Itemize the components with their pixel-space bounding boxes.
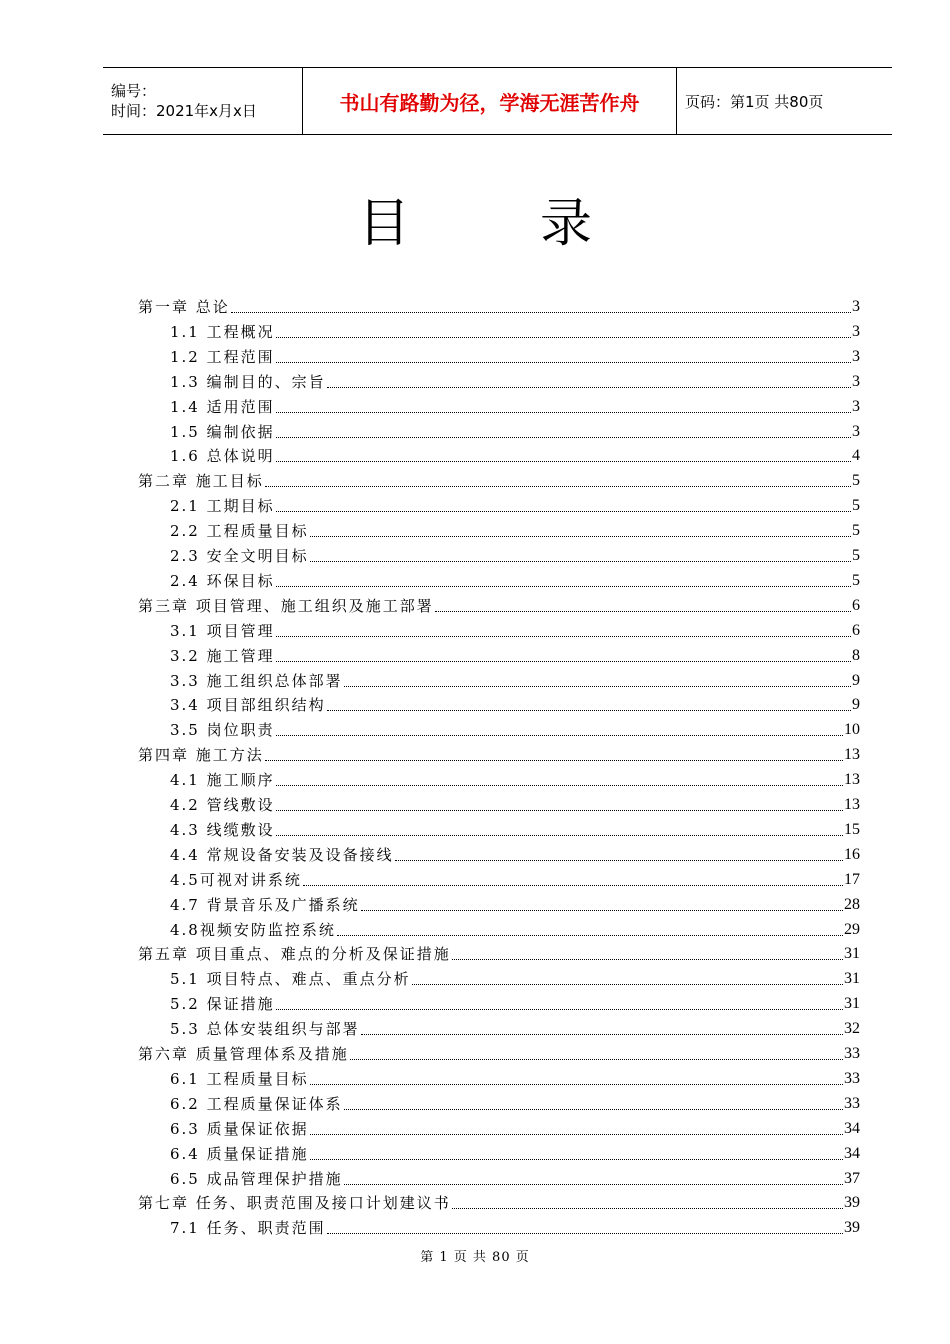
toc-entry-label: 1.4 适用范围	[170, 397, 275, 416]
toc-entry-label: 4.8视频安防监控系统	[170, 920, 336, 939]
toc-entry-label: 4.2 管线敷设	[170, 796, 275, 814]
toc-section-entry[interactable]	[170, 441, 860, 466]
toc-leader-dots	[344, 685, 851, 687]
date-text: 时间：2021年x月x日	[111, 102, 257, 120]
toc-leader-dots	[310, 1158, 843, 1160]
toc-section-entry[interactable]	[170, 964, 860, 989]
toc-entry-page: 39	[844, 1194, 860, 1212]
toc-entry-page: 13	[844, 746, 860, 764]
toc-entry-page: 29	[844, 920, 860, 938]
toc-entry-label: 3.5 岗位职责	[170, 721, 275, 740]
toc-entry-page: 3	[852, 298, 860, 315]
toc-entry-page: 34	[844, 1119, 860, 1137]
toc-entry-page: 28	[844, 895, 860, 913]
toc-leader-dots	[350, 1058, 843, 1060]
toc-section-entry[interactable]	[170, 516, 860, 541]
toc-section-entry[interactable]	[170, 342, 860, 367]
toc-entry-page: 16	[844, 845, 860, 863]
toc-chapter-entry[interactable]	[138, 740, 860, 765]
toc-entry-page: 10	[844, 721, 860, 739]
toc-entry-label: 6.2 工程质量保证体系	[170, 1094, 343, 1113]
toc-leader-dots	[344, 1108, 843, 1110]
toc-leader-dots	[276, 1008, 843, 1010]
toc-entry-page: 34	[844, 1144, 860, 1162]
toc-entry-page: 15	[844, 820, 860, 838]
toc-entry-page: 5	[852, 472, 860, 490]
toc-section-entry[interactable]	[170, 915, 860, 940]
toc-entry-label: 4.3 线缆敷设	[170, 820, 275, 839]
toc-entry-label: 1.6 总体说明	[170, 447, 275, 466]
toc-entry-page: 5	[852, 497, 860, 515]
header-meta	[103, 68, 303, 134]
toc-entry-page: 5	[852, 522, 860, 540]
toc-section-entry[interactable]	[170, 616, 860, 641]
toc-section-entry[interactable]	[170, 1014, 860, 1039]
toc-leader-dots	[276, 411, 851, 413]
toc-entry-page: 13	[844, 796, 860, 813]
toc-entry-label: 2.3 安全文明目标	[170, 547, 309, 565]
header-page-info: 页码：第1页 共80页	[685, 92, 824, 111]
toc-section-entry[interactable]	[170, 989, 860, 1014]
serial-label: 编号：	[111, 82, 157, 100]
toc-leader-dots	[435, 610, 851, 612]
toc-leader-dots	[276, 834, 843, 836]
toc-entry-page: 39	[844, 1219, 860, 1237]
header-motto: 书山有路勤为径，学海无涯苦作舟	[303, 68, 677, 134]
toc-leader-dots	[327, 386, 851, 388]
toc-leader-dots	[276, 734, 843, 736]
toc-entry-page: 8	[852, 646, 860, 664]
toc-section-entry[interactable]	[170, 666, 860, 691]
toc-entry-label: 3.2 施工管理	[170, 646, 275, 665]
toc-entry-label: 3.4 项目部组织结构	[170, 696, 326, 715]
toc-chapter-entry[interactable]	[138, 466, 860, 491]
toc-entry-page: 33	[844, 1069, 860, 1087]
toc-leader-dots	[276, 361, 851, 363]
toc-entry-label: 7.1 任务、职责范围	[170, 1219, 326, 1238]
toc-entry-label: 1.5 编制依据	[170, 422, 275, 441]
toc-entry-page: 9	[852, 696, 860, 714]
toc-entry-label: 1.2 工程范围	[170, 347, 275, 366]
toc-entry-label: 2.2 工程质量目标	[170, 522, 309, 541]
toc-entry-label: 第五章 项目重点、难点的分析及保证措施	[138, 945, 451, 964]
toc-leader-dots	[276, 809, 843, 811]
toc-section-entry[interactable]	[170, 367, 860, 392]
toc-chapter-entry[interactable]	[138, 1039, 860, 1064]
toc-section-entry[interactable]	[170, 392, 860, 417]
toc-leader-dots	[310, 1133, 843, 1135]
toc-entry-page: 5	[852, 547, 860, 564]
toc-chapter-entry[interactable]	[138, 591, 860, 616]
toc-entry-page: 3	[852, 422, 860, 440]
toc-leader-dots	[265, 759, 843, 761]
toc-section-entry[interactable]	[170, 641, 860, 666]
toc-entry-label: 4.4 常规设备安装及设备接线	[170, 845, 394, 864]
toc-leader-dots	[452, 1207, 843, 1209]
toc-entry-page: 32	[844, 1020, 860, 1038]
toc-leader-dots	[337, 934, 843, 936]
toc-entry-page: 37	[844, 1169, 860, 1187]
toc-chapter-entry[interactable]	[138, 1188, 860, 1213]
toc-leader-dots	[412, 983, 843, 985]
toc-section-entry[interactable]	[170, 317, 860, 342]
toc-leader-dots	[327, 709, 851, 711]
toc-section-entry[interactable]	[170, 890, 860, 915]
toc-section-entry[interactable]	[170, 1213, 860, 1238]
toc-leader-dots	[231, 311, 851, 313]
toc-section-entry[interactable]	[170, 1139, 860, 1164]
toc-entry-page: 9	[852, 671, 860, 689]
toc-chapter-entry[interactable]	[138, 939, 860, 964]
toc-leader-dots	[265, 485, 851, 487]
toc-leader-dots	[310, 560, 851, 562]
toc-entry-page: 33	[844, 1045, 860, 1062]
toc-entry-page: 17	[844, 870, 860, 888]
toc-entry-label: 5.1 项目特点、难点、重点分析	[170, 970, 411, 989]
toc-section-entry[interactable]	[170, 566, 860, 591]
toc-section-entry[interactable]	[170, 1114, 860, 1139]
toc-entry-page: 31	[844, 970, 860, 988]
toc-entry-label: 6.4 质量保证措施	[170, 1144, 309, 1163]
toc-leader-dots	[303, 884, 843, 886]
toc-section-entry[interactable]	[170, 690, 860, 715]
toc-section-entry[interactable]	[170, 840, 860, 865]
toc-leader-dots	[276, 585, 851, 587]
toc-leader-dots	[276, 635, 851, 637]
toc-leader-dots	[276, 510, 851, 512]
toc-section-entry[interactable]	[170, 1164, 860, 1189]
toc-entry-label: 第一章 总论	[138, 298, 230, 316]
toc-entry-label: 5.2 保证措施	[170, 995, 275, 1014]
toc-chapter-entry[interactable]	[138, 292, 860, 317]
toc-leader-dots	[344, 1183, 843, 1185]
toc-leader-dots	[276, 436, 851, 438]
toc-entry-label: 4.1 施工顺序	[170, 771, 275, 790]
page-header	[103, 67, 892, 135]
toc-entry-page: 3	[852, 322, 860, 340]
toc-leader-dots	[310, 535, 851, 537]
page-footer: 第 1 页 共 80 页	[420, 1250, 530, 1265]
toc-entry-label: 5.3 总体安装组织与部署	[170, 1020, 360, 1039]
toc-entry-label: 1.3 编制目的、宗旨	[170, 372, 326, 391]
toc-entry-page: 31	[844, 945, 860, 963]
toc-leader-dots	[395, 859, 843, 861]
toc-leader-dots	[361, 1033, 843, 1035]
toc-entry-label: 第三章 项目管理、施工组织及施工部署	[138, 596, 434, 615]
toc-entry-page: 3	[852, 372, 860, 390]
toc-entry-label: 第二章 施工目标	[138, 472, 264, 491]
toc-leader-dots	[276, 460, 851, 462]
toc-entry-label: 第七章 任务、职责范围及接口计划建议书	[138, 1194, 451, 1213]
toc-section-entry[interactable]	[170, 790, 860, 815]
toc-entry-page: 6	[852, 596, 860, 614]
toc-leader-dots	[361, 909, 843, 911]
toc-entry-label: 第四章 施工方法	[138, 746, 264, 765]
toc-entry-label: 3.3 施工组织总体部署	[170, 671, 343, 690]
toc-section-entry[interactable]	[170, 715, 860, 740]
toc-entry-label: 4.5可视对讲系统	[170, 870, 302, 889]
toc-entry-label: 第六章 质量管理体系及措施	[138, 1045, 349, 1063]
toc-section-entry[interactable]	[170, 865, 860, 890]
toc-entry-label: 3.1 项目管理	[170, 621, 275, 640]
toc-section-entry[interactable]	[170, 765, 860, 790]
toc-section-entry[interactable]	[170, 541, 860, 566]
toc-leader-dots	[452, 958, 843, 960]
toc-entry-page: 33	[844, 1094, 860, 1112]
toc-leader-dots	[276, 784, 843, 786]
toc-section-entry[interactable]	[170, 1064, 860, 1089]
toc-leader-dots	[310, 1083, 843, 1085]
toc-entry-label: 4.7 背景音乐及广播系统	[170, 895, 360, 914]
toc-entry-label: 1.1 工程概况	[170, 322, 275, 341]
toc-entry-label: 6.3 质量保证依据	[170, 1119, 309, 1138]
toc-section-entry[interactable]	[170, 1089, 860, 1114]
toc-entry-page: 13	[844, 771, 860, 789]
toc-leader-dots	[276, 336, 851, 338]
toc-section-entry[interactable]	[170, 417, 860, 442]
toc-entry-label: 2.4 环保目标	[170, 571, 275, 590]
toc-entry-page: 3	[852, 397, 860, 415]
toc-entry-page: 3	[852, 347, 860, 365]
toc-entry-page: 5	[852, 571, 860, 589]
toc-section-entry[interactable]	[170, 491, 860, 516]
page-title: 目录	[357, 194, 722, 254]
toc-entry-label: 6.1 工程质量目标	[170, 1069, 309, 1088]
toc-entry-label: 6.5 成品管理保护措施	[170, 1169, 343, 1188]
toc-leader-dots	[276, 660, 851, 662]
toc-entry-page: 31	[844, 995, 860, 1013]
toc-entry-page: 6	[852, 621, 860, 639]
toc-entry-page: 4	[852, 447, 860, 465]
toc-leader-dots	[327, 1232, 843, 1234]
toc-section-entry[interactable]	[170, 815, 860, 840]
toc-entry-label: 2.1 工期目标	[170, 497, 275, 516]
